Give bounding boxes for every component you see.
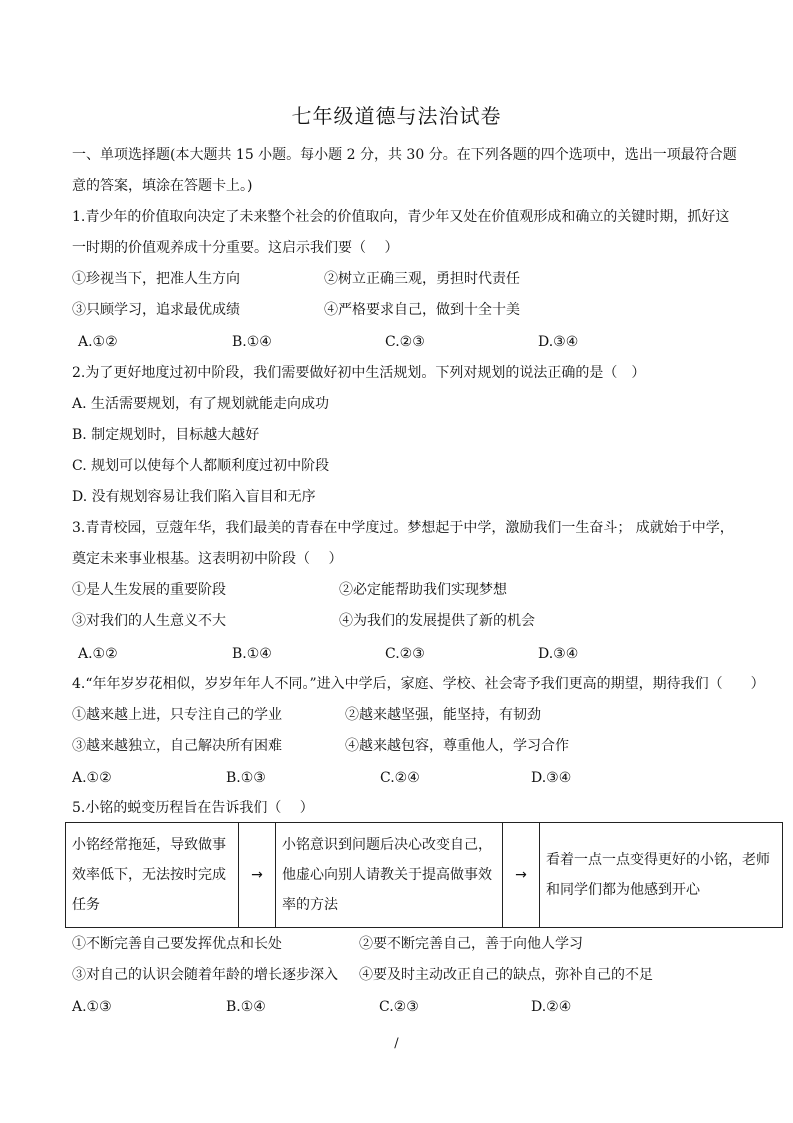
q1-statement-1: ①珍视当下，把准人生方向 (72, 271, 240, 287)
q3-option-a: A.①② (78, 646, 118, 662)
q5-option-d: D.②④ (531, 999, 572, 1015)
q4-option-d: D.③④ (531, 770, 572, 786)
q5-statement-3: ③对自己的认识会随着年龄的增长逐步深入 (72, 967, 338, 983)
q3-stem-line2: 奠定未来事业根基。这表明初中阶段（ ） (72, 551, 343, 567)
q2-option-d: D. 没有规划容易让我们陷入盲目和无序 (72, 489, 316, 505)
q5-statement-2: ②要不断完善自己，善于向他人学习 (359, 936, 583, 952)
q3-statement-2: ②必定能帮助我们实现梦想 (339, 582, 507, 598)
q5-box-1: 小铭经常拖延，导致做事效率低下，无法按时完成任务 (66, 823, 239, 928)
q2-option-c: C. 规划可以使每个人都顺利度过初中阶段 (72, 458, 330, 474)
q4-statement-2: ②越来越坚强，能坚持，有韧劲 (345, 707, 541, 723)
q5-statement-4: ④要及时主动改正自己的缺点，弥补自己的不足 (359, 967, 653, 983)
q4-option-c: C.②④ (380, 770, 420, 786)
q3-option-d: D.③④ (538, 646, 579, 662)
q3-option-b: B.①④ (232, 646, 272, 662)
q4-statement-1: ①越来越上进，只专注自己的学业 (72, 707, 282, 723)
q3-option-c: C.②③ (385, 646, 425, 662)
q2-option-b: B. 制定规划时，目标越大越好 (72, 427, 260, 443)
page-number: / (394, 1036, 399, 1051)
q1-option-d: D.③④ (538, 334, 579, 350)
q4-statement-4: ④越来越包容，尊重他人，学习合作 (345, 738, 569, 754)
q3-stem-line1: 3.青青校园，豆蔻年华，我们最美的青春在中学度过。梦想起于中学，激励我们一生奋斗； 成就始于中学， (72, 520, 734, 536)
q1-statement-4: ④严格要求自己，做到十全十美 (324, 302, 520, 318)
exam-title: 七年级道德与法治试卷 (291, 104, 502, 128)
q1-option-c: C.②③ (385, 334, 425, 350)
q3-statement-3: ③对我们的人生意义不大 (72, 613, 226, 629)
arrow-right-icon: → (239, 823, 276, 928)
arrow-right-icon: → (503, 823, 540, 928)
q2-option-a: A. 生活需要规划，有了规划就能走向成功 (72, 396, 330, 412)
q1-statement-3: ③只顾学习，追求最优成绩 (72, 302, 240, 318)
q5-option-c: C.②③ (379, 999, 419, 1015)
q2-stem: 2.为了更好地度过初中阶段，我们需要做好初中生活规划。下列对规划的说法正确的是（ ） (72, 365, 646, 381)
q5-process-table (65, 822, 783, 928)
q1-stem-line2: 一时期的价值观养成十分重要。这启示我们要（ ） (72, 240, 399, 256)
section-instructions-line2: 意的答案，填涂在答题卡上。) (72, 178, 253, 194)
q3-statement-1: ①是人生发展的重要阶段 (72, 582, 226, 598)
q5-box-3: 看着一点一点变得更好的小铭，老师和同学们都为他感到开心 (540, 823, 783, 928)
q1-option-a: A.①② (78, 334, 118, 350)
q5-option-a: A.①③ (72, 999, 112, 1015)
q4-statement-3: ③越来越独立，自己解决所有困难 (72, 738, 282, 754)
q5-stem: 5.小铭的蜕变历程旨在告诉我们（ ） (72, 800, 314, 816)
q3-statement-4: ④为我们的发展提供了新的机会 (339, 613, 535, 629)
q4-option-b: B.①③ (226, 770, 266, 786)
q5-statement-1: ①不断完善自己要发挥优点和长处 (72, 936, 282, 952)
q4-stem: 4.“年年岁岁花相似，岁岁年年人不同。”进入中学后，家庭、学校、社会寄予我们更高的期望，期待我们（ ） (72, 676, 765, 692)
q5-option-b: B.①④ (226, 999, 266, 1015)
q1-stem-line1: 1.青少年的价值取向决定了未来整个社会的价值取向，青少年又处在价值观形成和确立的关键时期，抓好这 (72, 209, 730, 225)
q1-statement-2: ②树立正确三观，勇担时代责任 (324, 271, 520, 287)
q1-option-b: B.①④ (232, 334, 272, 350)
q4-option-a: A.①② (72, 770, 112, 786)
section-instructions-line1: 一、单项选择题(本大题共 15 小题。每小题 2 分，共 30 分。在下列各题的四个选项中，选出一项最符合题 (72, 147, 737, 163)
q5-box-2: 小铭意识到问题后决心改变自己，他虚心向别人请教关于提高做事效率的方法 (276, 823, 503, 928)
